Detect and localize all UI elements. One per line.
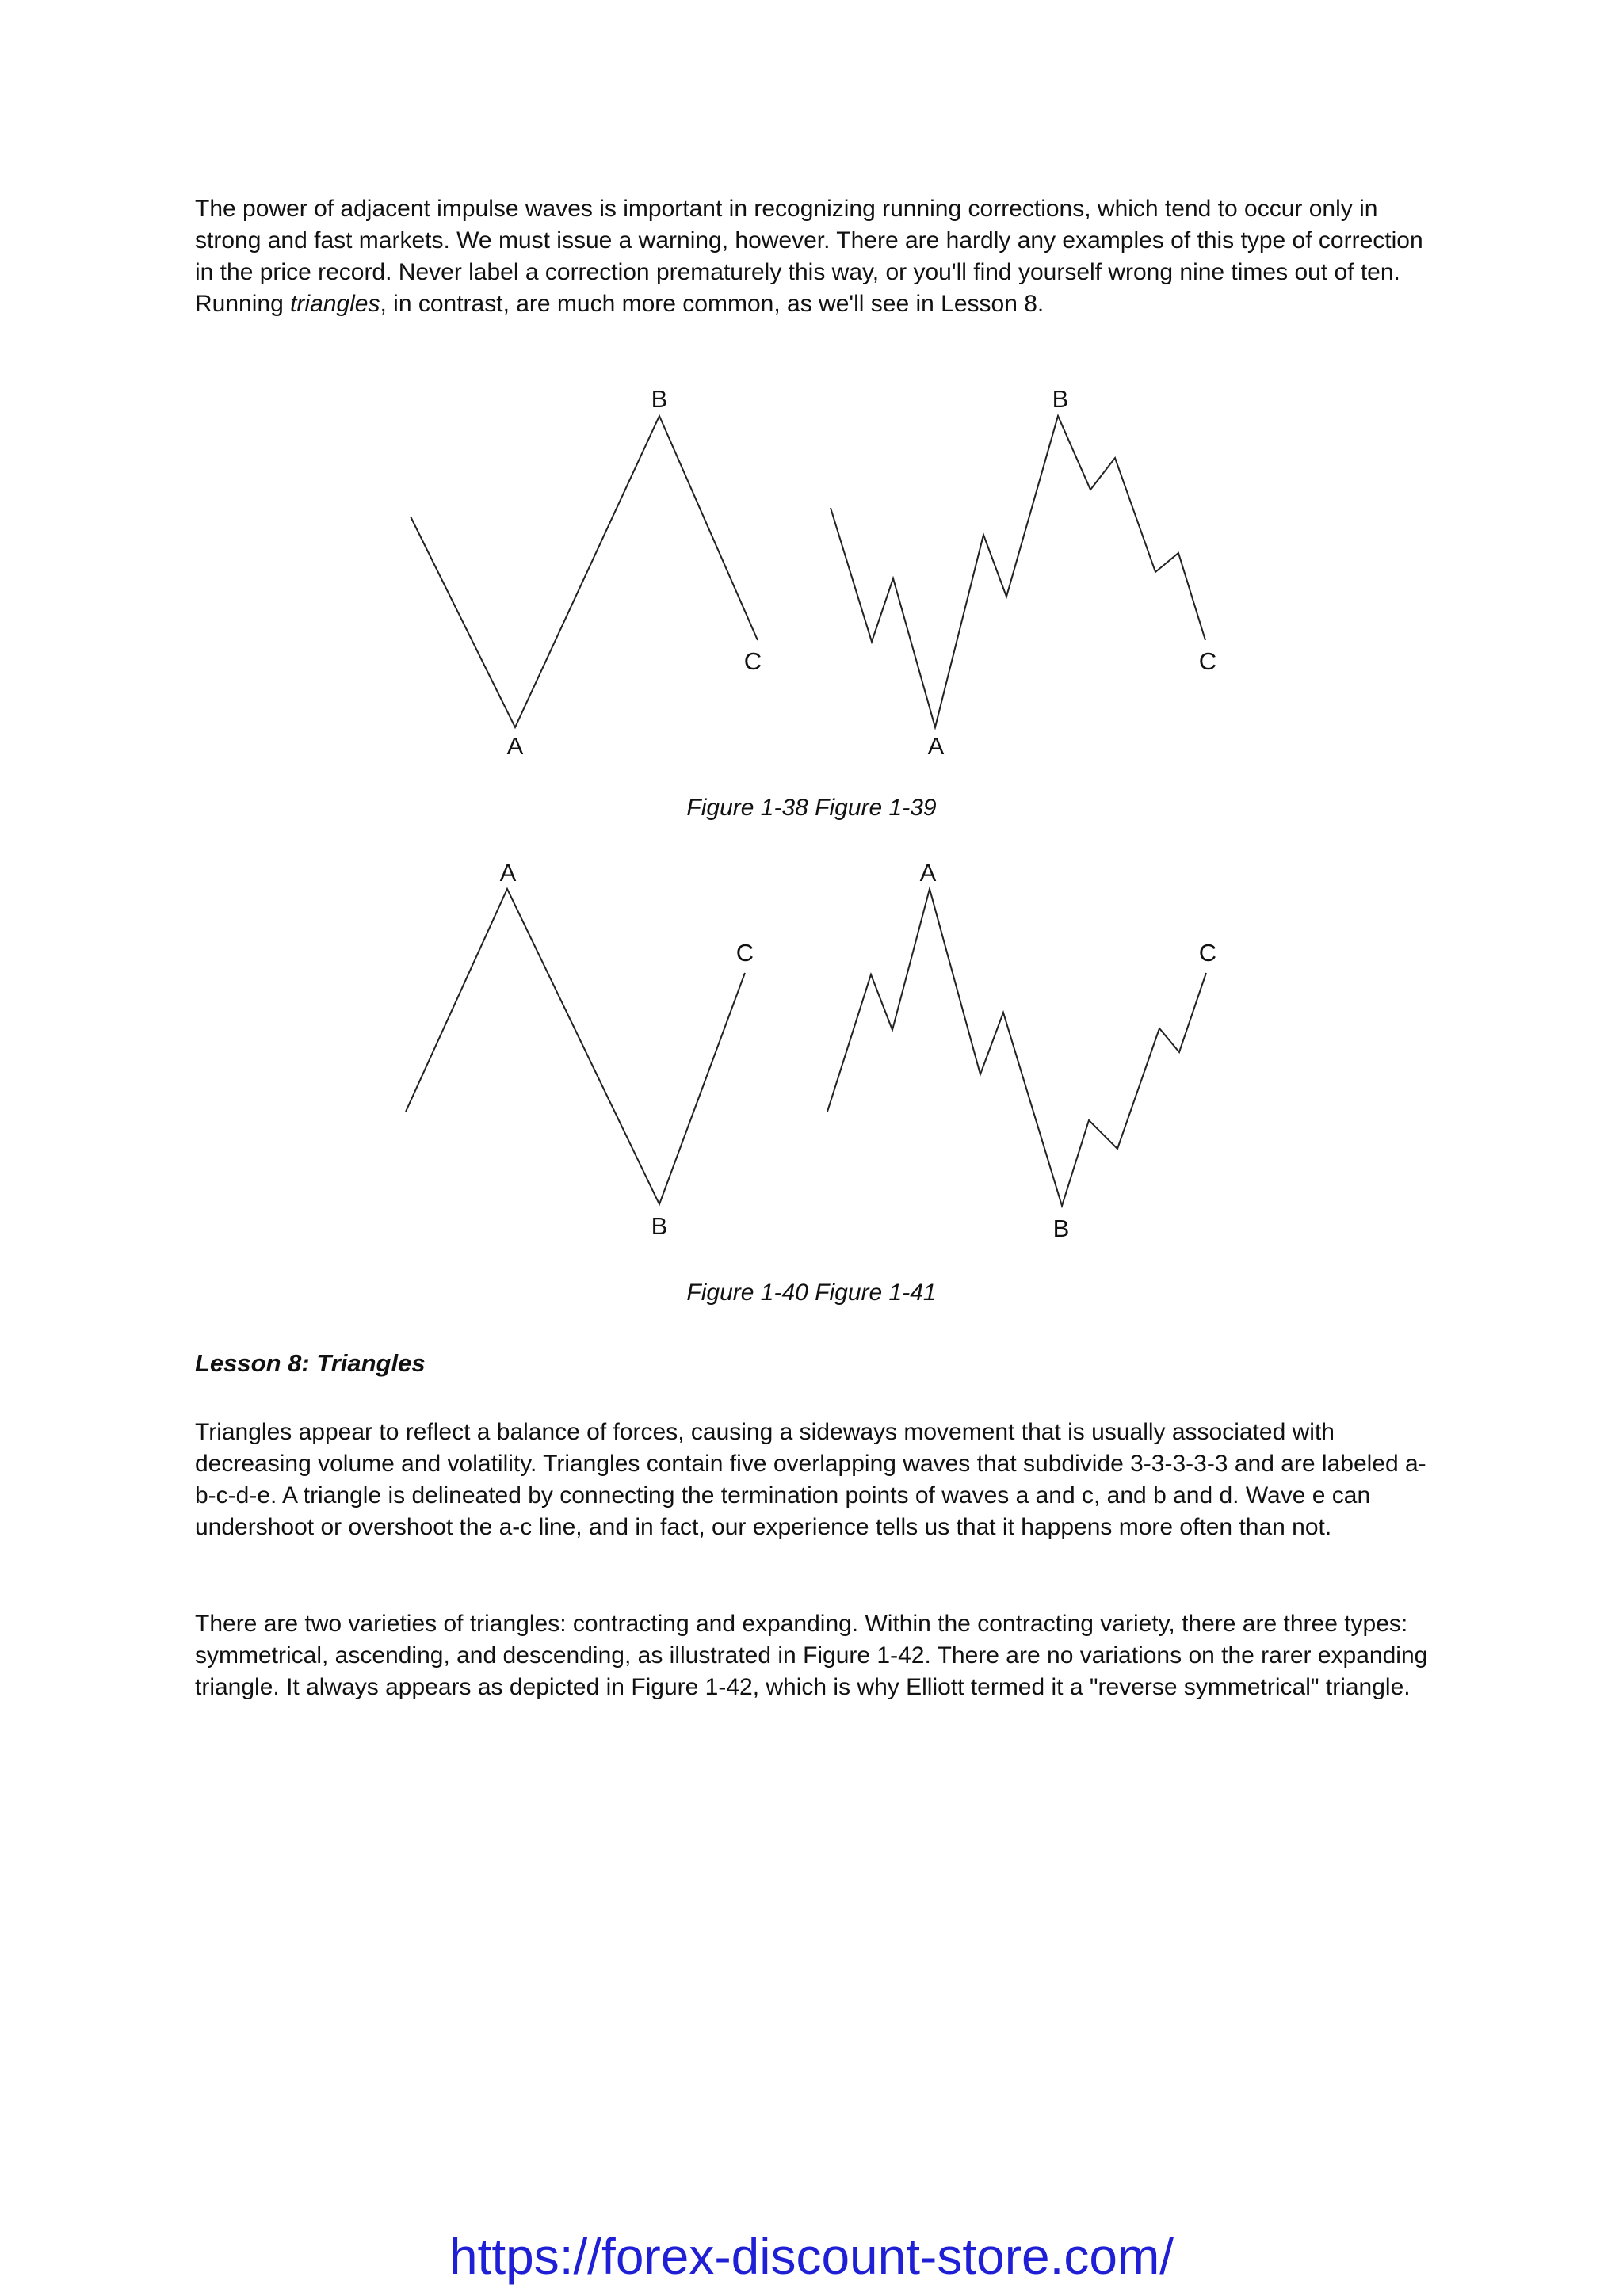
triangles-paragraph-2: There are two varieties of triangles: contracting and expanding. Within the contracting variety, there are three types: symmetrical, ascending, and descending, as illustrated in Figure 1-42. There are no variations on the rarer expanding triangle. It always appears as depicted in Figure 1-42, which is why Elliott termed it a "reverse symmetrical" triangle. xyxy=(195,1611,1428,1700)
figure-1-40-label-b: B xyxy=(651,1212,668,1240)
footer-link[interactable]: https://forex-discount-store.com/ xyxy=(449,2228,1174,2285)
figure-1-38-label-c: C xyxy=(743,647,762,675)
figure-1-40-label-a: A xyxy=(499,859,517,887)
figure-1-38-label-b: B xyxy=(651,385,668,413)
intro-text-after: , in contrast, are much more common, as we'll see in Lesson 8. xyxy=(380,291,1044,317)
figure-1-38-wave xyxy=(411,416,758,727)
figure-caption-1-38-1-39: Figure 1-38 Figure 1-39 xyxy=(686,795,937,821)
figure-1-41-wave xyxy=(827,889,1206,1206)
figure-caption-1-40-1-41: Figure 1-40 Figure 1-41 xyxy=(686,1280,937,1306)
figure-1-39-label-b: B xyxy=(1052,385,1069,413)
figure-1-38-label-a: A xyxy=(506,732,524,760)
figure-1-40-label-c: C xyxy=(735,939,754,967)
figure-1-41-label-c: C xyxy=(1198,939,1217,967)
lesson-heading: Lesson 8: Triangles xyxy=(195,1349,426,1377)
intro-text-before: The power of adjacent impulse waves is important in recognizing running corrections, which tend to occur only in strong and fast markets. We must issue a warning, however. There are hardly any examples of this type of correction in the price record. Never label a correction prematurely this way, or you'll find yourself wrong nine times out of ten. Running xyxy=(195,196,1423,317)
figure-1-40-wave xyxy=(406,889,745,1204)
figure-1-41-label-a: A xyxy=(919,859,937,887)
figure-1-39-wave xyxy=(831,416,1205,727)
intro-emphasis: triangles xyxy=(290,291,380,317)
figure-1-39-label-a: A xyxy=(927,732,945,760)
figure-1-39-label-c: C xyxy=(1198,647,1217,675)
triangles-paragraph-1: Triangles appear to reflect a balance of forces, causing a sideways movement that is usually associated with decreasing volume and volatility. Triangles contain five overlapping waves that subdivide 3-3-3-3-3 and are labeled a-b-c-d-e. A triangle is delineated by connecting the termination points of waves a and c, and b and d. Wave e can undershoot or overshoot the a-c line, and in fact, our experience tells us that it happens more often than not. xyxy=(195,1419,1426,1540)
figure-1-41-label-b: B xyxy=(1052,1215,1070,1242)
